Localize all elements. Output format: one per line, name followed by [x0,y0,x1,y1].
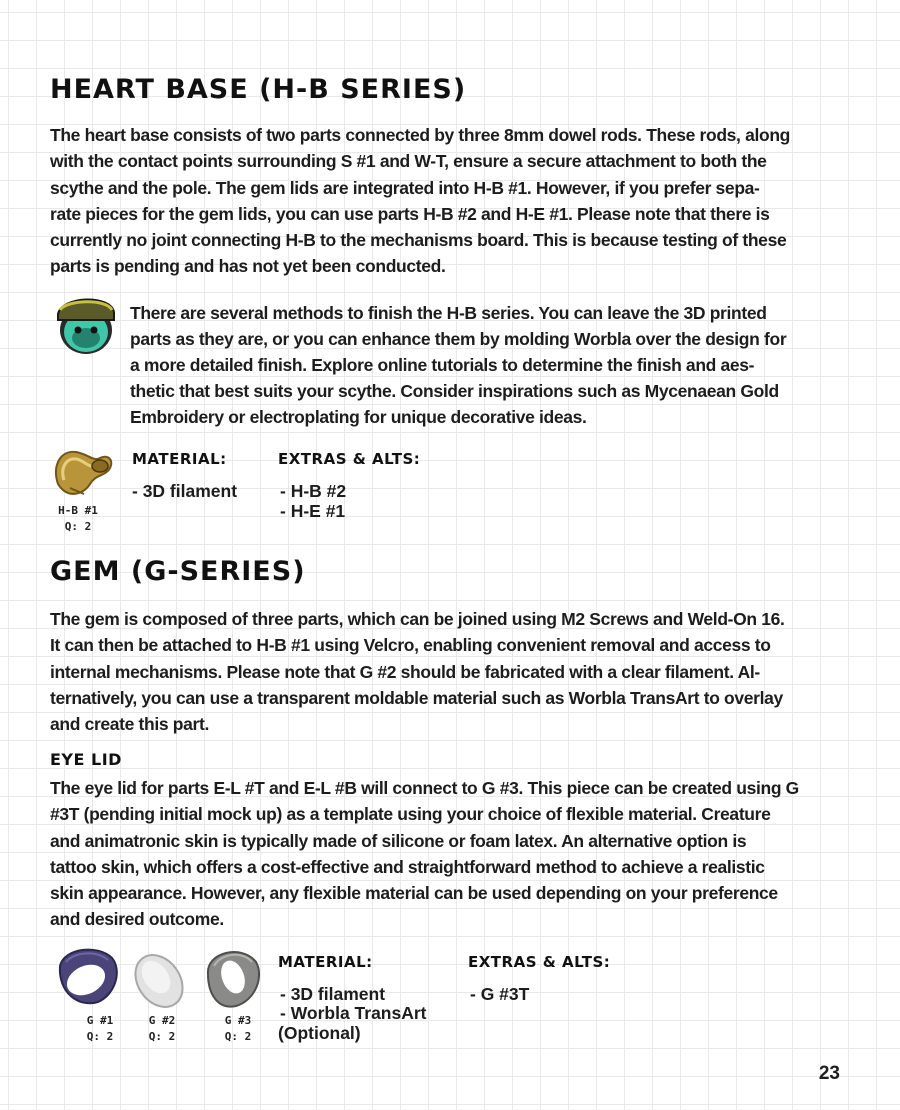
material-item: - 3D filament [132,481,238,501]
text-line: There are several methods to finish the H-B series. You can leave the 3D printed [130,303,767,323]
gem-part-g3-image [198,944,264,1010]
extras-item: - G #3T [470,984,530,1004]
mascot-tip-icon [52,290,120,358]
part-name-hb1: H-B #1 [58,504,98,517]
text-line: and create this part. [50,714,209,735]
material-label: MATERIAL: [278,953,373,971]
material-item: - 3D filament [280,984,386,1004]
text-line: tattoo skin, which offers a cost-effective and straightforward method to achieve a realistic [50,856,765,877]
part-qty-g1: Q: 2 [86,1030,114,1043]
part-qty-hb1: Q: 2 [64,520,92,533]
heart-base-description [50,122,850,280]
text-line: The gem is composed of three parts, which can be joined using M2 Screws and Weld-On 16. [50,609,785,629]
gem-description [50,606,850,737]
gem-part-g1-image [52,944,122,1008]
text-line: and animatronic skin is typically made of silicone or foam latex. An alternative option is [50,830,747,851]
part-name-g2: G #2 [148,1014,176,1027]
part-name-g3: G #3 [224,1014,252,1027]
text-line: The eye lid for parts E-L #T and E-L #B will connect to G #3. This piece can be created using G [50,778,799,798]
text-line: a more detailed finish. Explore online tutorials to determine the finish and aes- [130,355,755,375]
part-qty-g3: Q: 2 [224,1030,252,1043]
part-qty-g2: Q: 2 [148,1030,176,1043]
text-line: thetic that best suits your scythe. Consider inspirations such as Mycenaean Gold [130,381,779,401]
text-line: rate pieces for the gem lids, you can use parts H-B #2 and H-E #1. Please note that there is [50,203,770,224]
extras-label: EXTRAS & ALTS: [468,953,611,971]
heart-base-part-image [50,444,116,502]
text-line: The heart base consists of two parts connected by three 8mm dowel rods. These rods, along [50,125,790,145]
text-line: parts as they are, or you can enhance them by molding Worbla over the design for [130,329,787,349]
gem-part-g2-image [130,952,188,1010]
text-line: Embroidery or electroplating for unique decorative ideas. [130,407,587,427]
text-line: ternatively, you can use a transparent moldable material such as Worbla TransArt to overlay [50,687,783,708]
text-line: with the contact points surrounding S #1 and W-T, ensure a secure attachment to both the [50,151,767,172]
text-line: skin appearance. However, any flexible material can be used depending on your preference [50,883,778,904]
subheading-eye-lid: EYE LID [50,750,122,769]
extras-item: - H-B #2 [280,481,347,501]
text-line: scythe and the pole. The gem lids are integrated into H-B #1. However, if you prefer sepa- [50,177,760,198]
text-line: It can then be attached to H-B #1 using Velcro, enabling convenient removal and access to [50,635,771,656]
extras-label: EXTRAS & ALTS: [278,450,421,468]
text-line: #3T (pending initial mock up) as a template using your choice of flexible material. Creature [50,804,771,825]
text-line: and desired outcome. [50,909,224,930]
extras-item: - H-E #1 [280,501,346,521]
material-item: (Optional) [278,1023,361,1043]
eye-lid-description [50,775,850,933]
part-name-g1: G #1 [86,1014,114,1027]
text-line: internal mechanisms. Please note that G #2 should be fabricated with a clear filament. Al- [50,661,760,682]
text-line: currently no joint connecting H-B to the mechanisms board. This is because testing of these [50,230,787,251]
finishing-tip [130,300,845,430]
text-line: parts is pending and has not yet been conducted. [50,256,446,277]
section-title-gem: GEM (G-SERIES) [50,556,306,587]
material-item: - Worbla TransArt [280,1003,427,1023]
page-number: 23 [818,1063,840,1084]
material-label: MATERIAL: [132,450,227,468]
section-title-heart-base: HEART BASE (H-B SERIES) [50,74,467,105]
